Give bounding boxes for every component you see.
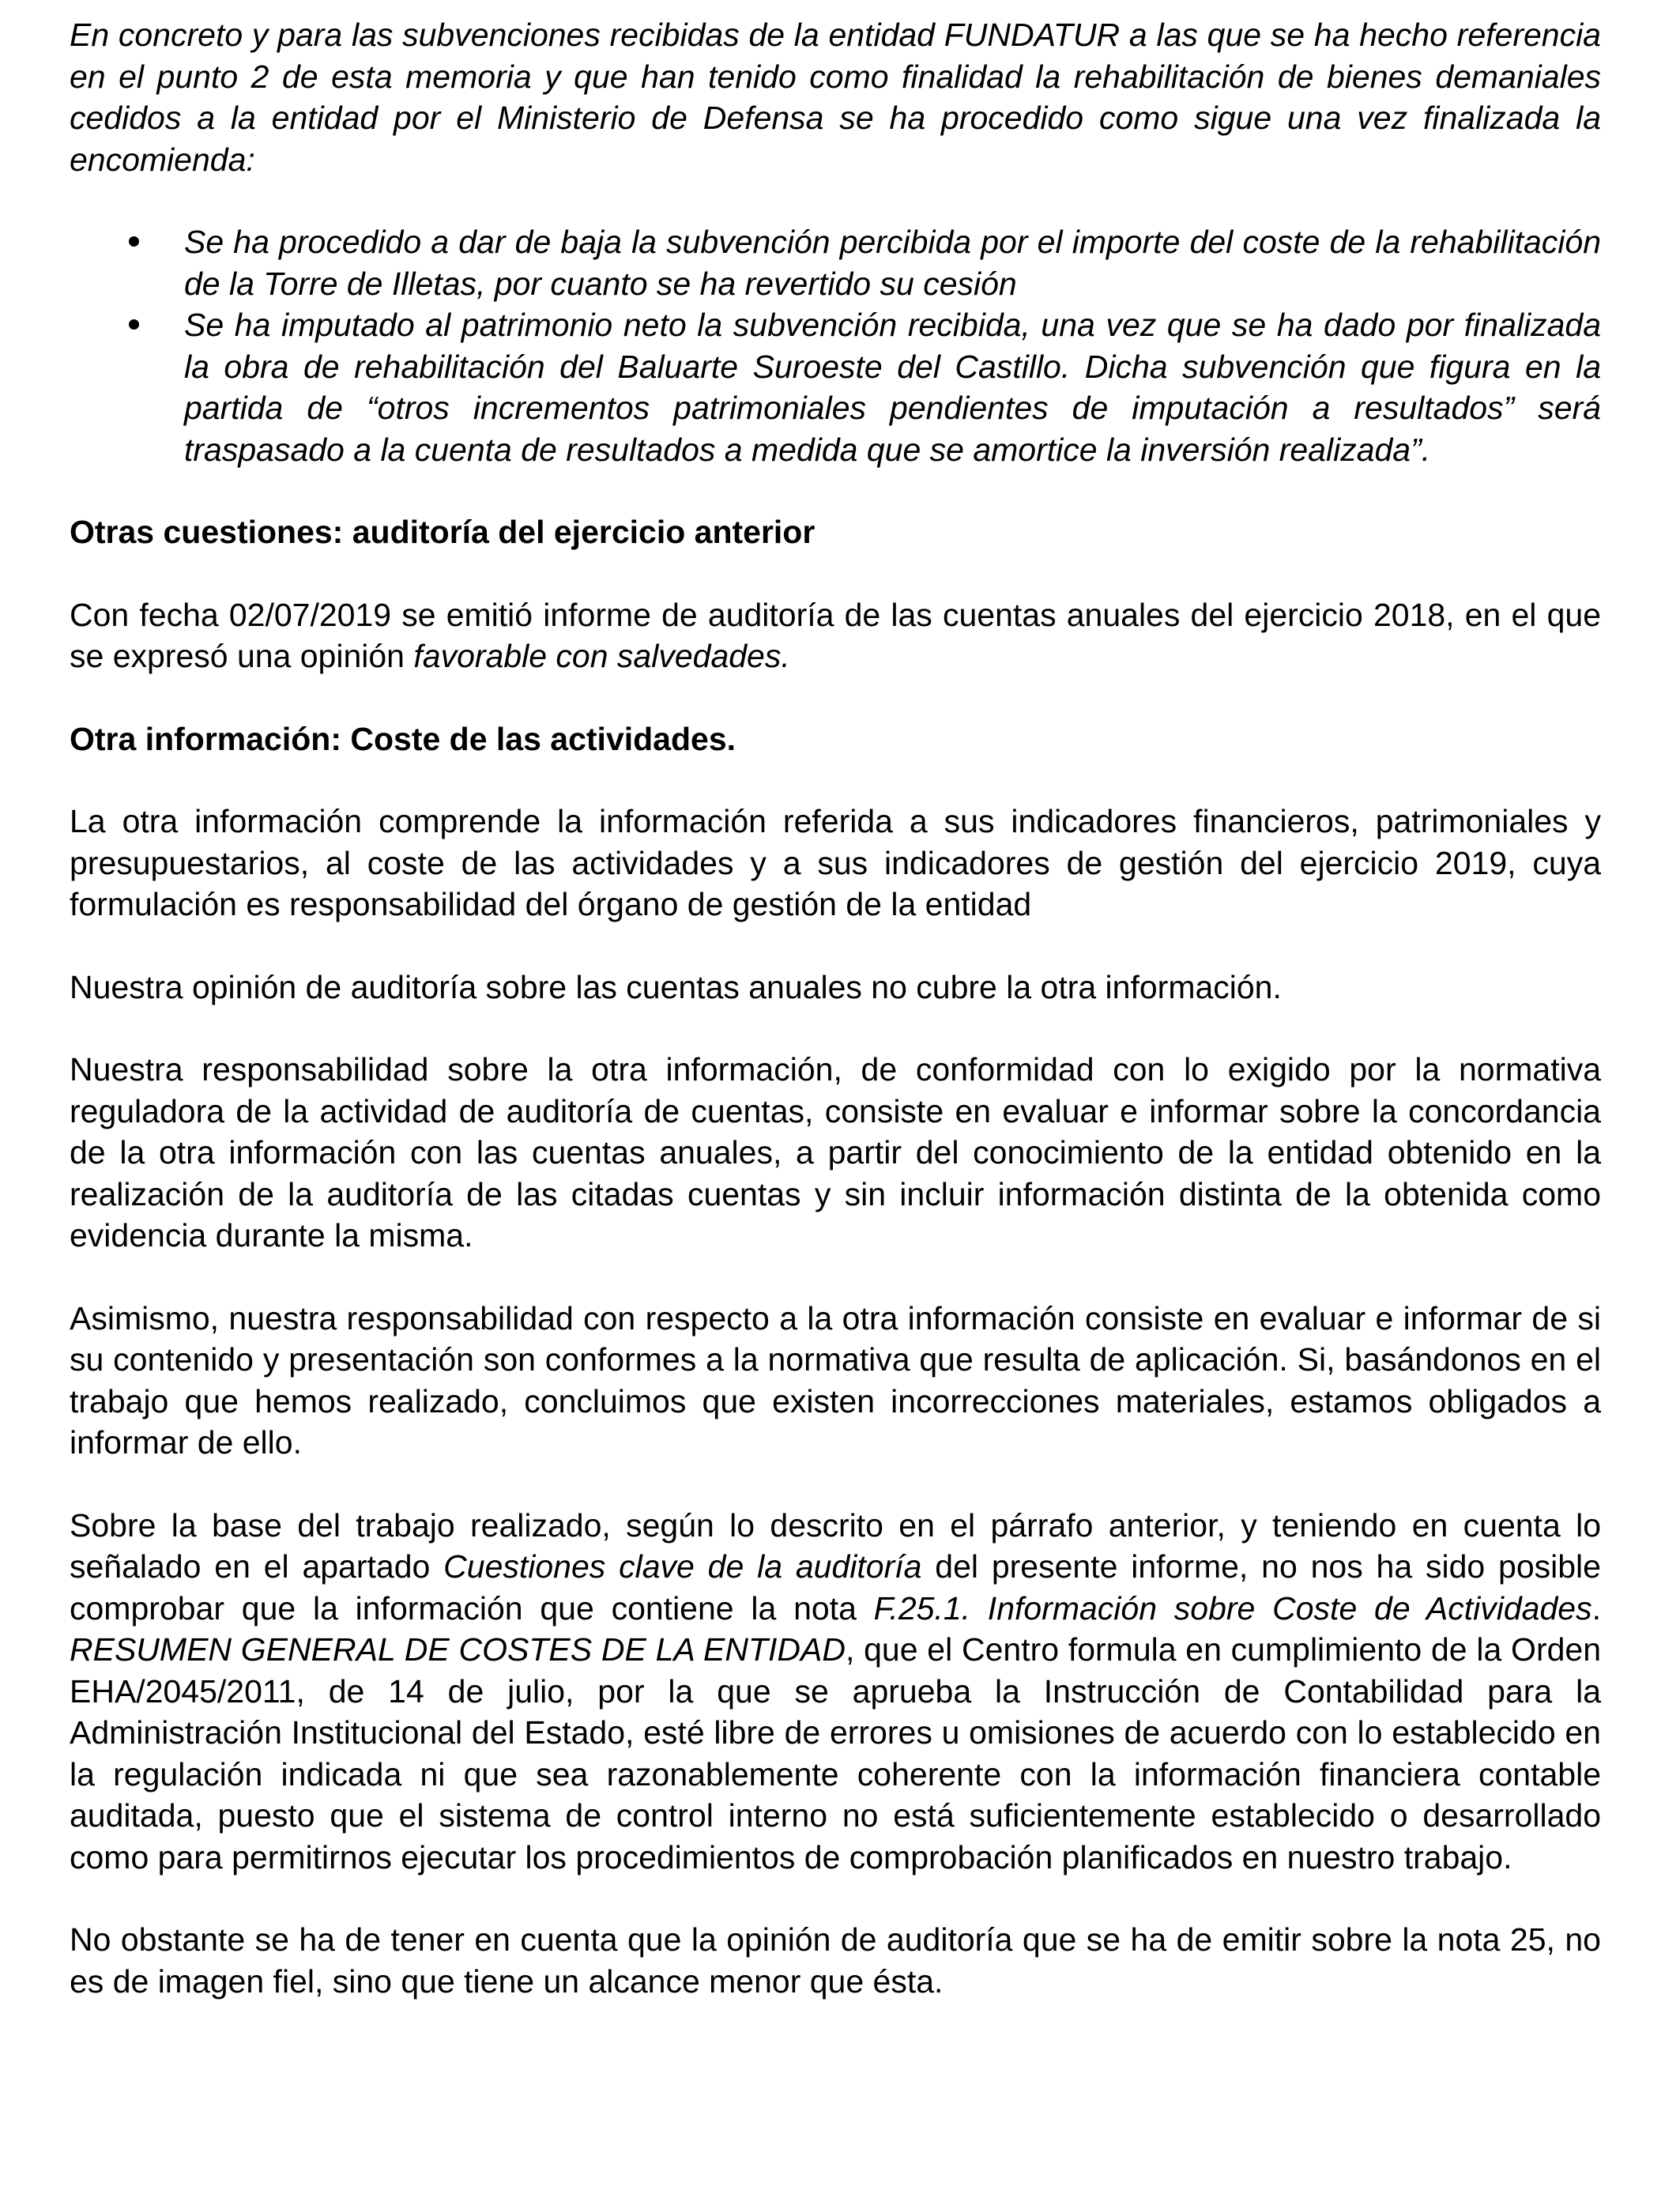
bullet-list bbox=[70, 221, 1601, 470]
bullet-item bbox=[70, 304, 1601, 470]
document-page bbox=[70, 14, 1601, 2043]
other-info-paragraph-4: Asimismo, nuestra responsabilidad con respecto a la otra información consiste en evaluar e informar de si su contenido y presentación son conformes a la normativa que resulta de aplicación. Si, basándonos en el trabajo que hemos realizado, concluimos que existen incorrecciones materiales, estamos obligados a informar de ello. bbox=[70, 1299, 1601, 1461]
bullet-text: Se ha procedido a dar de baja la subvención percibida por el importe del coste de la rehabilitación de la Torre de Illetas, por cuanto se ha revertido su cesión bbox=[184, 224, 1601, 302]
p5-text-g: , que el Centro formula en cumplimiento de la Orden EHA/2045/2011, de 14 de julio, por la que se aprueba la Instrucción de Contabilidad para la Administración Institucional del Estado, esté libre de errores u omisiones de acuerdo con lo establecido en la regulación indicada ni que sea razonablemente coherente con la información financiera contable auditada, puesto que el sistema de control interno no está suficientemente establecido o desarrollado como para permitirnos ejecutar los procedimientos de comprobación planificados en nuestro trabajo. bbox=[70, 1631, 1602, 1875]
bullet-icon bbox=[129, 319, 139, 330]
other-info-paragraph-3: Nuestra responsabilidad sobre la otra información, de conformidad con lo exigido por la normativa reguladora de la actividad de auditoría de cuentas, consiste en evaluar e informar sobre la concordancia de la otra información con las cuentas anuales, a partir del conocimiento de la entidad obtenido en la realización de la auditoría de las citadas cuentas y sin incluir información distinta de la obtenida como evidencia durante la misma. bbox=[70, 1051, 1601, 1253]
p5-text-e: . bbox=[1591, 1589, 1601, 1627]
bullet-item bbox=[70, 221, 1601, 304]
other-info-paragraph-1: La otra información comprende la información referida a sus indicadores financieros, patrimoniales y presupuestarios, al coste de las actividades y a sus indicadores de gestión del ejercicio 2019, cuya formulación es responsabilidad del órgano de gestión de la entidad bbox=[70, 803, 1601, 922]
section-heading-other-information: Otra información: Coste de las actividades. bbox=[70, 720, 736, 757]
p5-summary-ref: RESUMEN GENERAL DE COSTES DE LA ENTIDAD bbox=[70, 1631, 846, 1668]
p5-text-a: Sobre la base del trabajo realizado, según lo descrito en el párrafo anterior, y teniendo en cuenta lo señalado en el apartado bbox=[70, 1506, 1601, 1585]
p5-note-ref: F.25.1. Información sobre Coste de Actividades bbox=[873, 1589, 1592, 1627]
other-info-paragraph-6: No obstante se ha de tener en cuenta que la opinión de auditoría que se ha de emitir sobre la nota 25, no es de imagen fiel, sino que tiene un alcance menor que ésta. bbox=[70, 1921, 1601, 2000]
bullet-icon bbox=[129, 236, 139, 247]
p5-key-matters-ref: Cuestiones clave de la auditoría bbox=[443, 1548, 922, 1585]
prior-audit-text: Con fecha 02/07/2019 se emitió informe de auditoría de las cuentas anuales del ejercicio 2018, en el que se expresó una opinión bbox=[70, 596, 1601, 674]
opinion-type: favorable con salvedades. bbox=[413, 638, 790, 674]
other-info-paragraph-2: Nuestra opinión de auditoría sobre las cuentas anuales no cubre la otra información. bbox=[70, 968, 1282, 1005]
intro-paragraph: En concreto y para las subvenciones recibidas de la entidad FUNDATUR a las que se ha hecho referencia en el punto 2 de esta memoria y que han tenido como finalidad la rehabilitación de bienes demaniales cedidos a la entidad por el Ministerio de Defensa se ha procedido como sigue una vez finalizada la encomienda: bbox=[70, 17, 1601, 178]
other-info-paragraph-5 bbox=[70, 1505, 1601, 1879]
prior-audit-paragraph bbox=[70, 594, 1601, 677]
section-heading-prior-audit: Otras cuestiones: auditoría del ejercicio anterior bbox=[70, 514, 816, 550]
bullet-text: Se ha imputado al patrimonio neto la subvención recibida, una vez que se ha dado por finalizada la obra de rehabilitación del Baluarte Suroeste del Castillo. Dicha subvención que figura en la partida de “otros incrementos patrimoniales pendientes de imputación a resultados” será traspasado a la cuenta de resultados a medida que se amortice la inversión realizada”. bbox=[184, 307, 1601, 468]
p5-text-c: del presente informe, no nos ha sido posible comprobar que la información que contiene la nota bbox=[70, 1548, 1601, 1627]
